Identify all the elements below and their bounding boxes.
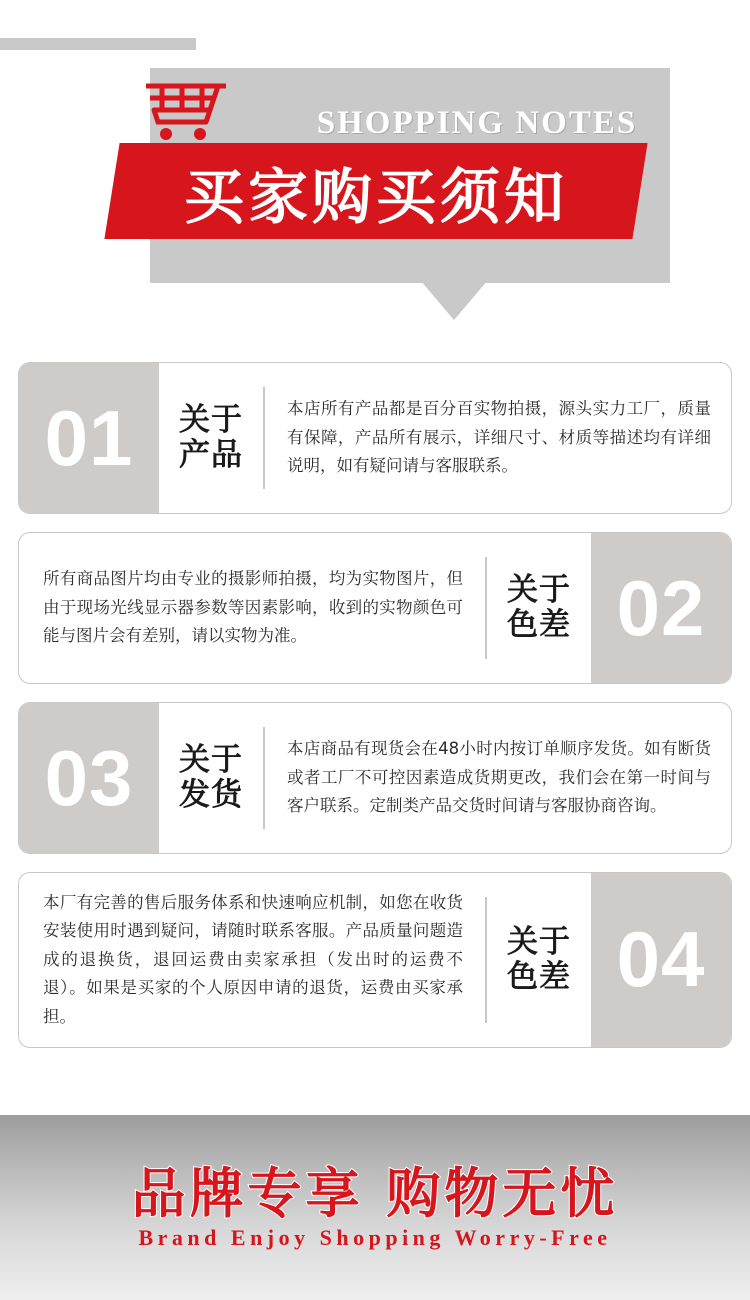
item-title-line1: 关于	[507, 924, 571, 961]
item-number: 03	[44, 733, 134, 822]
header-title-english: SHOPPING NOTES	[316, 105, 638, 141]
item-number: 01	[44, 393, 134, 482]
item-title-line1: 关于	[507, 572, 571, 609]
item-text: 本店商品有现货会在48小时内按订单顺序发货。如有断货或者工厂不可控因素造成货期更改，我们会在第一时间与客户联系。定制类产品交货时间请与客服协商咨询。	[287, 739, 711, 816]
item-title-line2: 产品	[179, 437, 243, 473]
page-header	[0, 0, 750, 340]
item-title	[487, 533, 591, 683]
item-number-box	[19, 363, 159, 513]
notes-list	[0, 340, 750, 1048]
list-item	[18, 702, 732, 854]
item-title	[159, 363, 263, 513]
list-item	[18, 532, 732, 684]
item-body	[265, 703, 731, 853]
item-title-line1: 关于	[179, 742, 243, 779]
footer-slogan-english: Brand Enjoy Shopping Worry-Free	[138, 1225, 612, 1250]
item-body	[265, 363, 731, 513]
footer-slogan-chinese: 品牌专享 购物无忧	[131, 1162, 619, 1225]
shopping-cart-icon	[140, 78, 226, 144]
item-title-line2: 发货	[179, 777, 243, 813]
header-speech-tail	[420, 280, 488, 320]
item-text: 本厂有完善的售后服务体系和快速响应机制，如您在收货安装使用时遇到疑问，请随时联系客服。产品质量问题造成的退换货，退回运费由卖家承担（发出时的运费不退）。如果是买家的个人原因申请的退货，运费由买家承担。	[43, 893, 463, 1026]
item-text: 所有商品图片均由专业的摄影师拍摄，均为实物图片，但由于现场光线显示器参数等因素影响，收到的实物颜色可能与图片会有差别，请以实物为准。	[43, 569, 463, 646]
page-footer	[0, 1115, 750, 1300]
item-number: 04	[616, 915, 706, 1004]
item-number-box	[591, 533, 731, 683]
item-number: 02	[616, 563, 706, 652]
item-title	[487, 873, 591, 1047]
item-text: 本店所有产品都是百分百实物拍摄，源头实力工厂，质量有保障，产品所有展示，详细尺寸、材质等描述均有详细说明，如有疑问请与客服联系。	[287, 399, 711, 476]
item-number-box	[591, 873, 731, 1047]
item-title-line1: 关于	[179, 402, 243, 439]
item-title-line2: 色差	[507, 958, 571, 995]
item-number-box	[19, 703, 159, 853]
item-title-line2: 色差	[507, 607, 571, 643]
list-item	[18, 872, 732, 1048]
list-item	[18, 362, 732, 514]
item-body	[19, 873, 485, 1047]
header-title-chinese: 买家购买须知	[184, 163, 568, 233]
item-title	[159, 703, 263, 853]
header-top-accent-bar	[0, 38, 196, 50]
item-body	[19, 533, 485, 683]
